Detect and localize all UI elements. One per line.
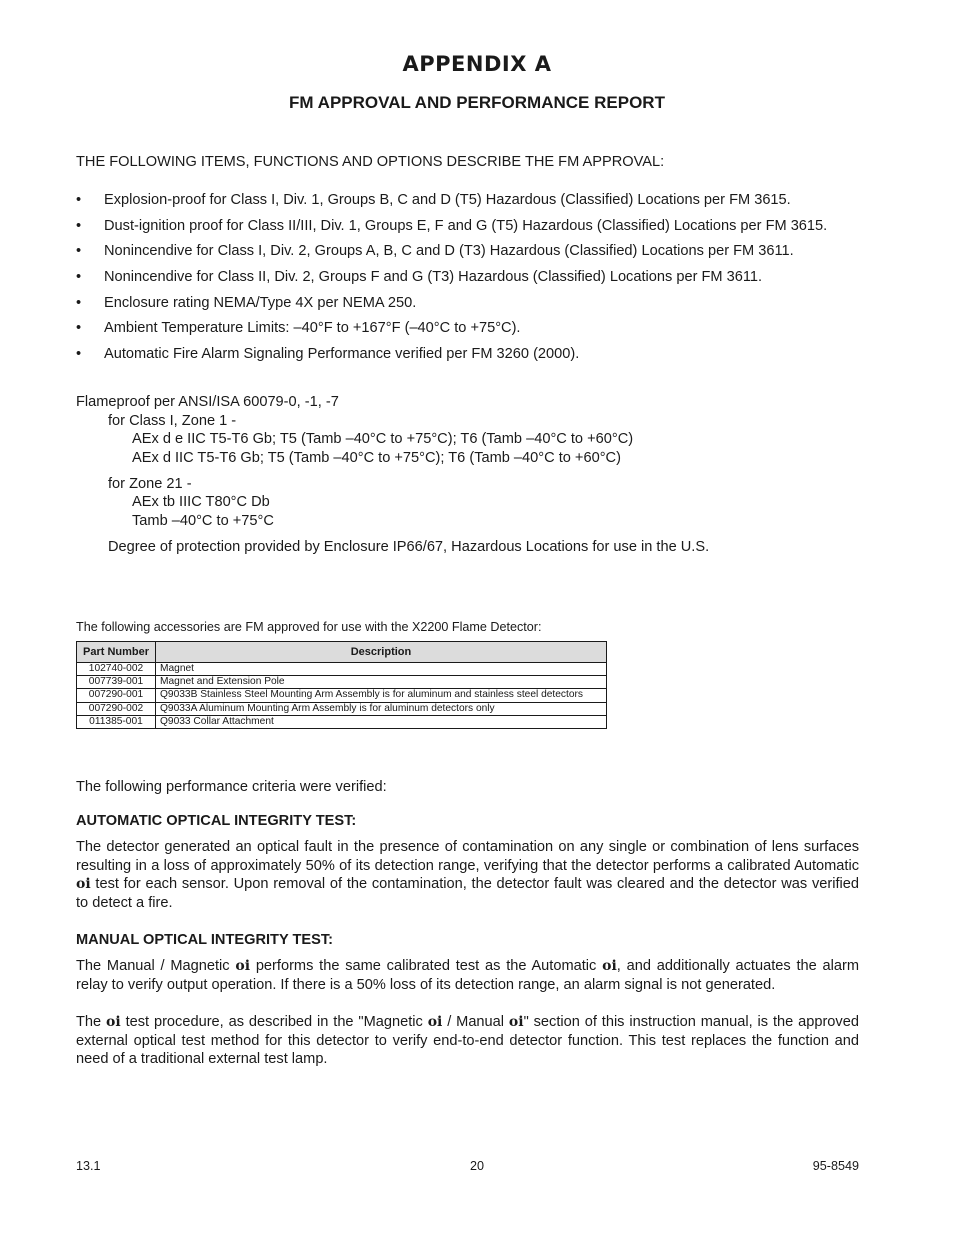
auto-test-heading: AUTOMATIC OPTICAL INTEGRITY TEST: (76, 813, 357, 829)
part-number-cell: 007290-001 (77, 689, 156, 702)
footer-revision: 13.1 (76, 1159, 101, 1173)
list-item: • Enclosure rating NEMA/Type 4X per NEMA 250. (76, 294, 417, 311)
oi-symbol-icon: oi (427, 1014, 443, 1030)
zone1-rating: AEx d IIC T5-T6 Gb; T5 (Tamb –40°C to +75°C); T6 (Tamb –40°C to +60°C) (132, 450, 621, 466)
part-number-cell: 007290-002 (77, 702, 156, 715)
performance-intro: The following performance criteria were verified: (76, 779, 387, 795)
protection-statement: Degree of protection provided by Enclosure IP66/67, Hazardous Locations for use in the U.S. (108, 539, 710, 555)
flameproof-heading: Flameproof per ANSI/ISA 60079-0, -1, -7 (76, 394, 339, 410)
list-item: • Automatic Fire Alarm Signaling Performance verified per FM 3260 (2000). (76, 346, 580, 363)
bullet-icon: • (76, 346, 82, 363)
bullet-icon: • (76, 320, 82, 337)
accessories-table (76, 641, 607, 729)
oi-symbol-icon: oi (106, 1014, 121, 1030)
part-number-cell: 102740-002 (77, 663, 156, 676)
approval-intro: THE FOLLOWING ITEMS, FUNCTIONS AND OPTIONS DESCRIBE THE FM APPROVAL: (76, 154, 665, 170)
description-cell: Magnet and Extension Pole (156, 676, 607, 689)
bullet-icon: • (76, 243, 82, 260)
appendix-heading: APPENDIX A (402, 52, 552, 76)
list-item: • Nonincendive for Class II, Div. 2, Groups F and G (T3) Hazardous (Classified) Locations per FM 3611. (76, 269, 763, 286)
table-header-row (77, 642, 607, 663)
description-cell: Q9033B Stainless Steel Mounting Arm Assembly is for aluminum and stainless steel detectors (156, 689, 607, 702)
manual-test-heading: MANUAL OPTICAL INTEGRITY TEST: (76, 932, 334, 948)
auto-test-paragraph: The detector generated an optical fault in the presence of contamination on any single or combination of lens surfaces resulting in a loss of approximately 50% of its detection range, verifying that the detector performs a calibrated Automatic oi test for each sensor. Upon removal of the contamination, the detector fault was cleared and the detector was verified to detect a fire. (76, 839, 859, 911)
list-item: • Nonincendive for Class I, Div. 2, Groups A, B, C and D (T3) Hazardous (Classified) Locations per FM 3611. (76, 243, 794, 260)
table-row (77, 689, 607, 702)
table-row (77, 663, 607, 676)
oi-procedure-paragraph: The oi test procedure, as described in the "Magnetic oi / Manual oi" section of this instruction manual, is the approved external optical test method for this detector to verify end-to-end detector function. This test replaces the function and need of a traditional external test lamp. (76, 1014, 859, 1068)
list-item: • Ambient Temperature Limits: –40°F to +167°F (–40°C to +75°C). (76, 320, 521, 337)
bullet-icon: • (76, 192, 82, 208)
report-title: FM APPROVAL AND PERFORMANCE REPORT (289, 93, 665, 112)
approval-list (76, 192, 827, 372)
oi-symbol-icon: oi (76, 876, 91, 893)
manual-test-paragraph: The Manual / Magnetic oi performs the same calibrated test as the Automatic oi, and additionally actuates the alarm relay to verify output operation. If there is a 50% loss of its detection range, an alarm signal is not generated. (76, 958, 859, 993)
zone21-rating: Tamb –40°C to +75°C (132, 513, 274, 529)
description-cell: Magnet (156, 663, 607, 676)
table-row (77, 715, 607, 728)
oi-symbol-icon: oi (235, 958, 251, 974)
column-header-part-number: Part Number (77, 642, 156, 663)
zone1-label: for Class I, Zone 1 - (108, 413, 237, 429)
oi-symbol-icon: oi (508, 1014, 524, 1030)
footer-page-number: 20 (469, 1159, 484, 1173)
part-number-cell: 011385-001 (77, 715, 156, 728)
zone1-rating: AEx d e IIC T5-T6 Gb; T5 (Tamb –40°C to +75°C); T6 (Tamb –40°C to +60°C) (132, 431, 634, 447)
zone21-label: for Zone 21 - (108, 476, 192, 492)
bullet-icon: • (76, 217, 82, 234)
table-row (77, 676, 607, 689)
zone21-rating: AEx tb IIIC T80°C Db (132, 494, 270, 510)
bullet-icon: • (76, 269, 82, 286)
column-header-description: Description (156, 642, 607, 663)
list-item: • Dust-ignition proof for Class II/III, Div. 1, Groups E, F and G (T5) Hazardous (Classified) Locations per FM 3615. (76, 217, 828, 234)
table-row (77, 702, 607, 715)
part-number-cell: 007739-001 (77, 676, 156, 689)
list-item: • Explosion-proof for Class I, Div. 1, Groups B, C and D (T5) Hazardous (Classified) Locations per FM 3615. (76, 192, 791, 208)
bullet-icon: • (76, 294, 82, 311)
description-cell: Q9033 Collar Attachment (156, 715, 607, 728)
description-cell: Q9033A Aluminum Mounting Arm Assembly is for aluminum detectors only (156, 702, 607, 715)
oi-symbol-icon: oi (602, 958, 617, 974)
footer-document-number: 95-8549 (812, 1159, 859, 1173)
accessories-intro: The following accessories are FM approved for use with the X2200 Flame Detector: (76, 620, 542, 634)
